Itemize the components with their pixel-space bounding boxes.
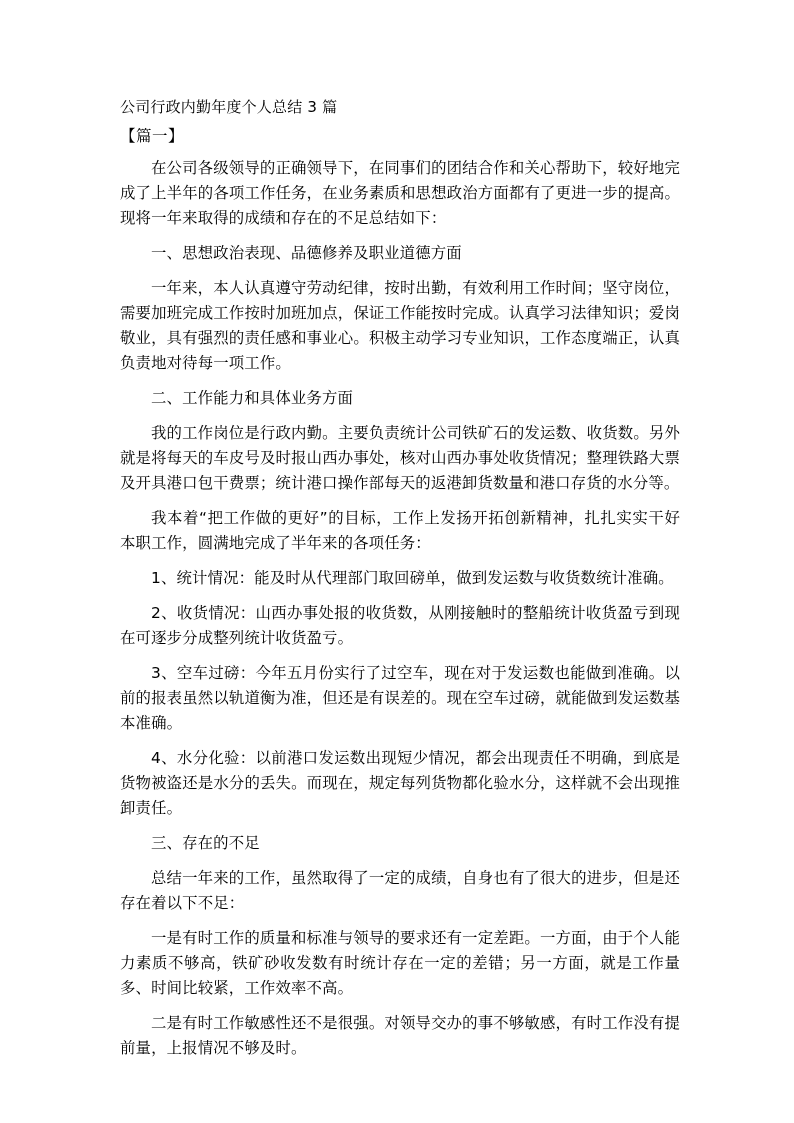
document-body <box>120 96 680 1071</box>
paragraph-job-duties: 我的工作岗位是行政内勤。主要负责统计公司铁矿石的发运数、收货数。另外就是将每天的车皮号及时报山西办事处，核对山西办事处收货情况；整理铁路大票及开具港口包干费票；统计港口操作部每天的返港卸货数量和港口存货的水分等。 <box>120 424 680 492</box>
section-heading-3: 三、存在的不足 <box>151 834 260 852</box>
section-heading-2: 二、工作能力和具体业务方面 <box>151 389 354 407</box>
paragraph-section-1: 一年来，本人认真遵守劳动纪律，按时出勤，有效利用工作时间；坚守岗位，需要加班完成工作按时加班加点，保证工作能按时完成。认真学习法律知识；爱岗敬业，具有强烈的责任感和事业心。积极主动学习专业知识，工作态度端正，认真负责地对待每一项工作。 <box>120 279 680 372</box>
list-item-statistics: 1、统计情况：能及时从代理部门取回磅单，做到发运数与收货数统计准确。 <box>151 569 674 587</box>
paragraph-shortcoming-1: 一是有时工作的质量和标准与领导的要求还有一定差距。一方面，由于个人能力素质不够高，铁矿砂收发数有时统计存在一定的差错；另一方面，就是工作量多、时间比较紧，工作效率不高。 <box>120 929 680 997</box>
chapter-heading: 【篇一】 <box>120 127 185 145</box>
list-item-empty-weighing: 3、空车过磅：今年五月份实行了过空车，现在对于发运数也能做到准确。以前的报表虽然以轨道衡为准，但还是有误差的。现在空车过磅，就能做到发运数基本准确。 <box>120 664 680 732</box>
paragraph-goal: 我本着“把工作做的更好”的目标，工作上发扬开拓创新精神，扎扎实实干好本职工作，圆满地完成了半年来的各项任务： <box>120 509 680 552</box>
list-item-moisture-test: 4、水分化验：以前港口发运数出现短少情况，都会出现责任不明确，到底是货物被盗还是水分的丢失。而现在，规定每列货物都化验水分，这样就不会出现推卸责任。 <box>120 749 680 817</box>
paragraph-shortcoming-2: 二是有时工作敏感性还不是很强。对领导交办的事不够敏感，有时工作没有提前量，上报情况不够及时。 <box>120 1014 680 1057</box>
section-heading-1: 一、思想政治表现、品德修养及职业道德方面 <box>151 244 462 262</box>
list-item-receiving: 2、收货情况：山西办事处报的收货数，从刚接触时的整船统计收货盈亏到现在可逐步分成整列统计收货盈亏。 <box>120 604 680 647</box>
document-title: 公司行政内勤年度个人总结 3 篇 <box>120 98 338 116</box>
paragraph-intro: 在公司各级领导的正确领导下，在同事们的团结合作和关心帮助下，较好地完成了上半年的各项工作任务，在业务素质和思想政治方面都有了更进一步的提高。现将一年来取得的成绩和存在的不足总结如下： <box>120 159 680 227</box>
paragraph-shortcomings-intro: 总结一年来的工作，虽然取得了一定的成绩，自身也有了很大的进步，但是还存在着以下不足： <box>120 869 680 912</box>
